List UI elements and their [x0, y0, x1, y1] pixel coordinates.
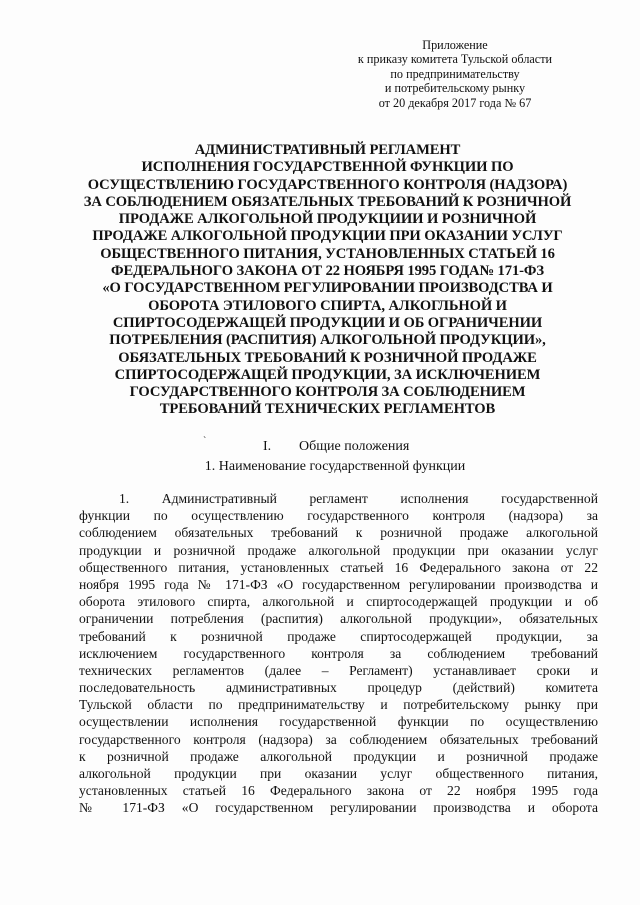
title-line: «О ГОСУДАРСТВЕННОМ РЕГУЛИРОВАНИИ ПРОИЗВОДСТВА И: [102, 280, 553, 297]
body-line: № 171-ФЗ «О государственном регулировании производства и оборота: [79, 800, 598, 816]
document-title: [70, 142, 585, 419]
appendix-line: по предпринимательству: [390, 66, 520, 81]
body-line: осуществлении исполнения государственной функции по осуществлению: [79, 714, 598, 730]
body-line: ограничении потребления (распития) алкогольной продукции», обязательных: [79, 611, 598, 627]
body-line: алкогольной продукции при оказании услуг общественного питания,: [79, 766, 598, 781]
body-line: к розничной продаже алкогольной продукции и розничной продаже: [79, 748, 598, 764]
title-line: АДМИНИСТРАТИВНЫЙ РЕГЛАМЕНТ: [194, 142, 461, 158]
body-line: требований к розничной продаже спиртосодержащей продукции, за: [79, 628, 598, 644]
title-line: ОСУЩЕСТВЛЕНИЮ ГОСУДАРСТВЕННОГО КОНТРОЛЯ (НАДЗОРА): [87, 176, 568, 193]
title-line: ЗА СОБЛЮДЕНИЕМ ОБЯЗАТЕЛЬНЫХ ТРЕБОВАНИЙ К РОЗНИЧНОЙ: [83, 193, 572, 210]
body-line: функции по осуществлению государственного контроля (надзора) за: [79, 508, 598, 524]
body-line: государственного контроля (надзора) за соблюдением обязательных требований: [79, 731, 598, 747]
title-line: ОБЯЗАТЕЛЬНЫХ ТРЕБОВАНИЙ К РОЗНИЧНОЙ ПРОДАЖЕ: [118, 349, 537, 366]
body-line: установленных статьей 16 Федерального закона от 22 ноября 1995 года: [79, 783, 598, 799]
appendix-line: Приложение: [422, 38, 488, 52]
body-line: общественного питания, установленных статьей 16 Федерального закона от 22: [79, 559, 598, 575]
title-line: ГОСУДАРСТВЕННОГО КОНТРОЛЯ ЗА СОБЛЮДЕНИЕМ: [129, 384, 526, 401]
subsection-heading: 1. Наименование государственной функции: [204, 459, 466, 474]
body-line: оборота этилового спирта, алкогольной и спиртосодержащей продукции и об: [79, 594, 598, 610]
body-line: технических регламентов (далее – Регламент) устанавливает сроки и: [79, 662, 598, 678]
body-paragraph: [79, 490, 598, 817]
body-line: соблюдением обязательных требований к розничной продаже алкогольной: [79, 525, 598, 541]
title-line: ИСПОЛНЕНИЯ ГОСУДАРСТВЕННОЙ ФУНКЦИИ ПО: [141, 159, 514, 176]
title-line: ОБЩЕСТВЕННОГО ПИТАНИЯ, УСТАНОВЛЕННЫХ СТАТЬЕЙ 16: [100, 245, 555, 262]
title-line: ПОТРЕБЛЕНИЯ (РАСПИТИЯ) АЛКОГОЛЬНОЙ ПРОДУКЦИИ»,: [109, 332, 546, 349]
title-line: СПИРТОСОДЕРЖАЩЕЙ ПРОДУКЦИИ И ОБ ОГРАНИЧЕНИИ: [112, 314, 543, 331]
body-line: последовательность административных процедур (действий) комитета: [79, 680, 598, 696]
body-line: Тульской области по предпринимательству и потребительскому рынку при: [79, 697, 598, 713]
body-line: исключением государственного контроля за соблюдением требований: [79, 645, 598, 661]
section-number: I.: [263, 439, 272, 454]
appendix-line: и потребительскому рынку: [384, 81, 526, 96]
title-line: ТРЕБОВАНИЙ ТЕХНИЧЕСКИХ РЕГЛАМЕНТОВ: [159, 401, 496, 418]
appendix-line: к приказу комитета Тульской области: [357, 52, 553, 67]
stray-mark: `: [203, 436, 207, 447]
title-line: ФЕДЕРАЛЬНОГО ЗАКОНА ОТ 22 НОЯБРЯ 1995 ГОДА№ 171-ФЗ: [111, 263, 544, 280]
title-line: ПРОДАЖЕ АЛКОГОЛЬНОЙ ПРОДУКЦИИИ И РОЗНИЧНОЙ: [118, 211, 537, 228]
section-name: Общие положения: [299, 439, 410, 454]
title-line: СПИРТОСОДЕРЖАЩЕЙ ПРОДУКЦИИ, ЗА ИСКЛЮЧЕНИЕМ: [114, 366, 541, 383]
appendix-line: от 20 декабря 2017 года № 67: [378, 95, 532, 110]
title-line: ОБОРОТА ЭТИЛОВОГО СПИРТА, АЛКОГЛЬНОЙ И: [148, 297, 507, 314]
appendix-block: [340, 38, 570, 110]
body-line: ноября 1995 года № 171-ФЗ «О государственном регулировании производства и: [79, 576, 598, 592]
title-line: ПРОДАЖЕ АЛКОГОЛЬНОЙ ПРОДУКЦИИ ПРИ ОКАЗАНИИ УСЛУГ: [92, 228, 563, 245]
body-line: продукции и розничной продаже алкогольной продукции при оказании услуг: [79, 542, 598, 558]
body-line: 1. Административный регламент исполнения государственной: [119, 491, 598, 506]
